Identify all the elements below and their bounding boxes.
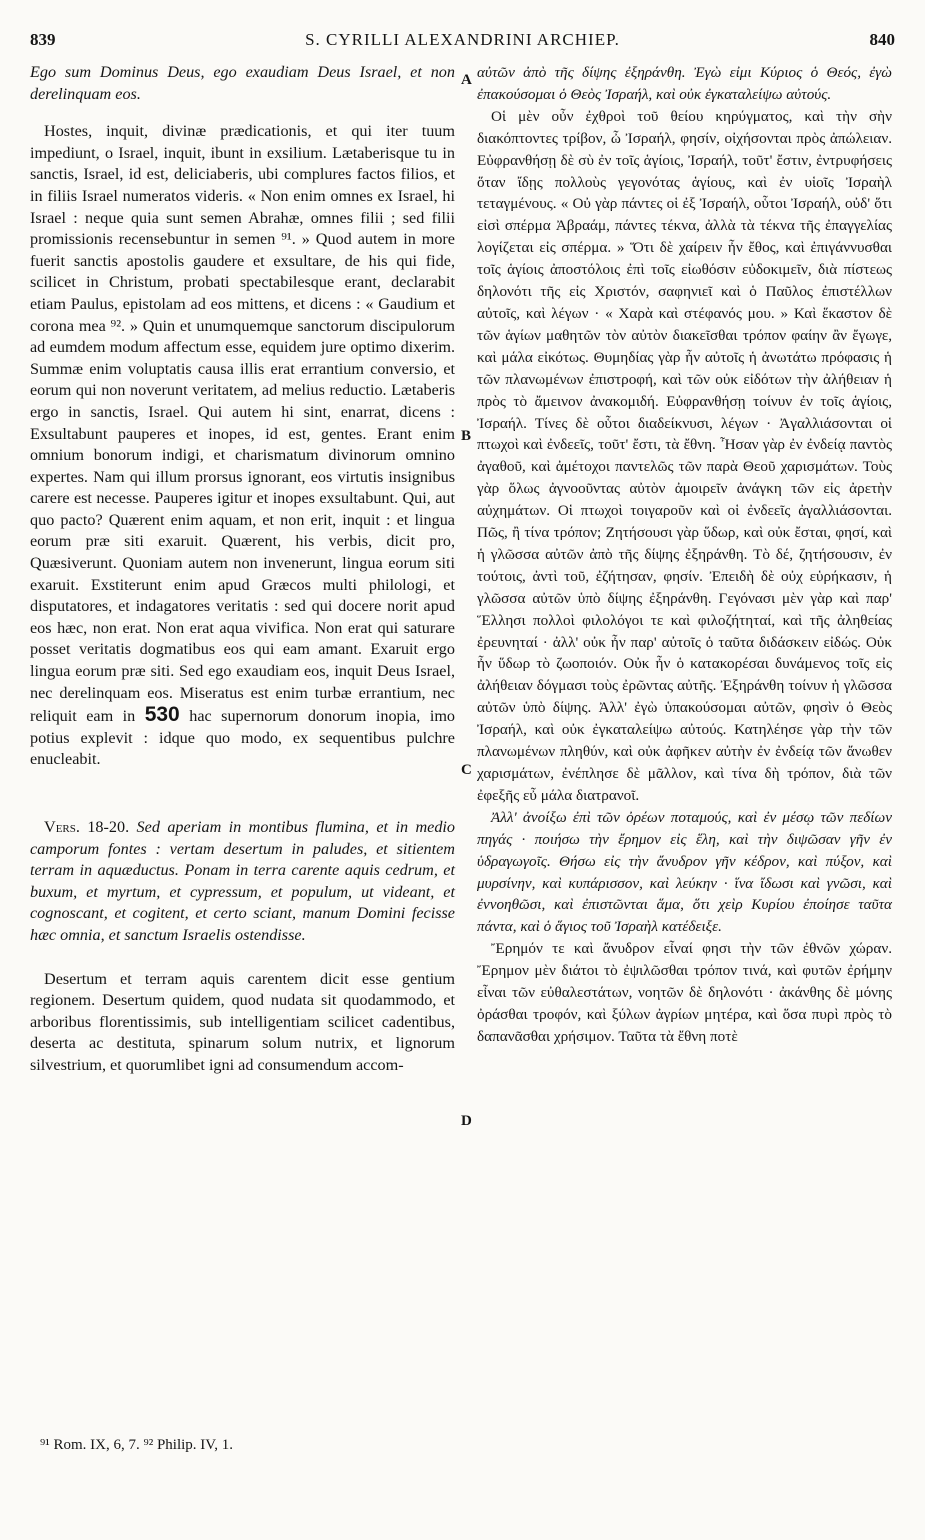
latin-verse-block	[30, 817, 455, 947]
page-number-right: 840	[869, 30, 895, 49]
page-number-left: 839	[30, 30, 56, 49]
margin-marker-c: C	[461, 762, 472, 778]
margin-marker-d: D	[461, 1113, 472, 1129]
greek-paragraph-1: Οἱ μὲν οὖν ἐχθροὶ τοῦ θείου κηρύγματος, καὶ τὴν σὴν διακόπτοντες τρίβον, ὦ Ἰσραήλ, φησίν, οἰχήσονται πρὸς ἀπώλειαν. Εὐφρανθήσῃ δὲ σὺ ἐν τοῖς ἁγίοις, Ἰσραήλ, τοῦτ' ἔστιν, ἐντρυφήσεις ὅταν ἴδῃς πολλοὺς γεγονότας ἁγίους, καὶ ἐν υἱοῖς Ἰσραὴλ τεταγμένους. « Οὐ γὰρ πάντες οἱ ἐξ Ἰσραήλ, οὗτοι Ἰσραήλ, οὐδ' ὅτι εἰσὶ σπέρμα Ἀβραάμ, πάντες τέκνα, ἀλλὰ τὰ τέκνα τῆς ἐπαγγελίας λογίζεται εἰς σπέρμα. » Ὅτι δὲ χαίρειν ἦν ἔθος, καὶ ἐπιγάννυσθαι τοῖς ἁγίοις ἀποστόλοις ἐπὶ τοῖς εἰωθόσιν εὐδοκιμεῖν, διὰ πίστεως δηλονότι τῆς εἰς Χριστόν, σαφηνιεῖ καὶ ὁ Παῦλος ἐπιστέλλων αὐτοῖς, καὶ λέγων · « Χαρὰ καὶ στέφανός μου. » Καὶ ἕκαστον δὲ τῶν ἁγίων μαθητῶν τὸν αὐτὸν διακεῖσθαι τρόπον φαίην ἂν ἔγωγε, καὶ μάλα εἰκότως. Θυμηδίας γὰρ ἦν αὐτοῖς ἡ ἀνωτάτω πρόφασις ἡ τῶν πλανωμένων ἐπιστροφή, καὶ τῶν οὐκ εἰδότων τὴν ἀλήθειαν ἡ πρὸς τὸ ἄμεινον ἀνακομιδή. Εὐφρανθήσῃ τοίνυν ἐν τοῖς ἁγίοις, Ἰσραήλ. Τίνες δὲ οὗτοι διαδείκνυσι, λέγων · Ἀγαλλιάσονται οἱ πτωχοὶ καὶ ἐνδεεῖς, τοῦτ' ἔστι, τὰ ἔθνη. Ἦσαν γὰρ ἐν ἐνδείᾳ παντὸς ἀγαθοῦ, καὶ ἀμέτοχοι παντελῶς τῶν παρὰ Θεοῦ χαρισμάτων. Τοὺς γὰρ ὅλως ἀγνοοῦντας αὐτὸν ἀμοιρεῖν ἀνάγκη τῶν εἰς ἀρετὴν αὐχημάτων. Οἱ πτωχοὶ τοιγαροῦν καὶ οἱ ἐνδεεῖς ἀγαλλιάσονται. Πῶς, ἢ τίνα τρόπον; Ζητήσουσι γὰρ ὕδωρ, καὶ οὐκ ἔσται, φησί, καὶ ἡ γλῶσσα αὐτῶν ἀπὸ τῆς δίψης ἐξηράνθη. Τὸ δέ, ζητήσουσιν, ἐν τούτοις, ἀντὶ τοῦ, ἐζήτησαν, φησίν. Ἐπειδὴ δὲ οὐχ εὑρήκασιν, ἡ γλῶσσα αὐτῶν ὑπὸ δίψης ἐξηράνθη. Γεγόνασι μὲν γὰρ καὶ παρ' Ἕλλησι πολλοὶ φιλολόγοι τε καὶ φιλοζήτηταί, καὶ τῆς ἀληθείας ἐρευνηταί · ἀλλ' οὐκ ἦν παρ' αὐτοῖς ὁ ταῦτα διδάσκειν εἰδώς. Οὐκ ἦν ὕδωρ τὸ ζωοποιόν. Οὐκ ἦν ὁ κατακορέσαι δυνάμενος τοῖς εἰς ἀλήθειαν δόγμασι τοὺς ἐρῶντας αὐτῆς. Ἐξηράνθη τοίνυν ἡ γλῶσσα αὐτῶν ὑπὸ δίψης. Ἀλλ' ἐγὼ ὑπακούσομαι αὐτῶν, φησὶν ὁ Θεὸς Ἰσραήλ, καὶ οὐκ ἐγκαταλείψω αὐτούς. Κατηλέησε γὰρ τὴν τῶν πλανωμένων πληθύν, καὶ οὐκ ἀφῆκεν αὐτὴν ἐν ἐνδείᾳ τῶν ἄνωθεν χαρισμάτων, ἐνέπλησε δὲ μᾶλλον, καὶ τίνα δὴ τρόπον, διὰ τῶν ἐφεξῆς εὖ μάλα διατρανοῖ.	[477, 107, 892, 804]
margin-marker-b: B	[461, 428, 472, 444]
greek-paragraph-2: Ἔρημόν τε καὶ ἄνυδρον εἶναί φησι τὴν τῶν ἐθνῶν χώραν. Ἔρημον μὲν διάτοι τὸ ἐψιλῶσθαι τρόπον τινά, καὶ φυτῶν ἐρήμην εἶναι τῶν εὐθαλεστάτων, νοητῶν δὲ δηλονότι · ἀκάνθης δὲ μόνης ὀράσθαι τροφόν, καὶ ξύλων ἀγρίων μητέρα, καὶ ὅσα πυρὶ πρὸς τὸ δαπανᾶσθαι χρήσιμον. Ταῦτα τὰ ἔθνη ποτὲ	[477, 940, 892, 1045]
greek-column	[477, 62, 892, 1048]
margin-page-number: 530	[144, 703, 180, 727]
latin-p1-text: Hostes, inquit, divinæ prædicationis, et qui iter tuum impediunt, o Israel, inquit, ibunt in exsilium. Lætaberisque tu in sanctis, Israel, id est, deliciaberis, ubi complures factos filios, et in filiis Israel numeratos videris. « Non enim omnes ex Israel, hi Israel : neque quia sunt semen Abrahæ, omnes filii ; sed filii promissionis recensebuntur in semen ⁹¹. » Quod autem in more fuerit sanctis apostolis gaudere et exsultare, de his qui fide, scilicet in Christum, probati spectabilesque erant, declarabit etiam Paulus, epistolam ad eos mittens, et dicens : « Gaudium et corona mea ⁹². » Quin et unumquemque sanctorum discipulorum ad eumdem modum affectum esse, equidem jure optimo dixerim. Summæ enim voluptatis causa illis erat errantium conversio, et eorum qui non noverunt veritatem, ad melius reductio. Lætaberis ergo in sanctis, Israel. Qui autem hi sint, enarrat, dicens : Exsultabunt pauperes et inopes, id est, gentes. Erant enim omnium bonorum indigi, et charismatum divinorum omnino expertes. Nam qui illum prorsus ignorant, eos virtutis insignibus carere est necesse. Pauperes igitur et inopes exsultabunt. Qui, aut quo pacto? Quærent enim aquam, et non erit, inquit : et lingua eorum præ siti exaruit. Quærent, his verbis, dicit pro, Quæsiverunt. Quoniam autem non invenerunt, lingua eorum siti exaruit. Exstiterunt enim apud Græcos multi philologi, et disputatores, et indagatores veritatis : sed qui docere norit apud eos hæc, non erat. Non erat aqua vivifica. Non erat qui saturare posset veritatis dogmatibus eos qui eam amant. Exaruit ergo lingua eorum præ siti. Sed ego exaudiam eos, inquit Deus Israel, nec derelinquam eos. Miseratus est enim turbæ errantium, nec reliquit eam in	[30, 122, 455, 726]
latin-column	[30, 62, 455, 1077]
latin-paragraph-2: Desertum et terram aquis carentem dicit esse gentium regionem. Desertum quidem, quod nudata sit quodammodo, et arboribus florentissimis, sub intelligentiam scilicet cadentibus, deserta ac destituta, spinarum solum nutrix, et lignorum silvestrium, et quorumlibet igni ad consumendum accom-	[30, 969, 455, 1074]
margin-marker-a: A	[461, 72, 472, 88]
greek-verse-intro: αὐτῶν ἀπὸ τῆς δίψης ἐξηράνθη. Ἐγὼ εἰμι Κύριος ὁ Θεός, ἐγὼ ἐπακούσομαι ὁ Θεὸς Ἰσραήλ, καὶ οὐκ ἐγκαταλείψω αὐτούς.	[477, 64, 892, 103]
greek-verse-text: Ἀλλ' ἀνοίξω ἐπὶ τῶν ὀρέων ποταμούς, καὶ ἐν μέσῳ τῶν πεδίων πηγάς · ποιήσω τὴν ἔρημον εἰς ἕλη, καὶ τὴν διψῶσαν γῆν ἐν ὑδραγωγοῖς. Θήσω εἰς τὴν ἄνυδρον γῆν κέδρον, καὶ πύξον, καὶ μυρσίνην, καὶ κυπάρισσον, καὶ λεύκην · ἵνα ἴδωσι καὶ γνῶσι, καὶ ἐννοηθῶσι, καὶ ἐπιστῶνται ἅμα, ὅτι χεὶρ Κυρίου ἐποίησε ταῦτα πάντα, καὶ ὁ ἅγιος τοῦ Ἰσραὴλ κατέδειξε.	[477, 808, 892, 936]
latin-p1-end: hac supernorum donorum inopia, imo potius explevit : idque quo modo, ex sequentibus pulchre enucleabit.	[30, 707, 455, 769]
latin-paragraph-1	[30, 121, 455, 771]
page-header	[30, 30, 895, 58]
latin-verse-intro: Ego sum Dominus Deus, ego exaudiam Deus Israel, et non derelinquam eos.	[30, 63, 455, 103]
running-title: S. CYRILLI ALEXANDRINI ARCHIEP.	[305, 30, 620, 49]
footnotes: ⁹¹ Rom. IX, 6, 7. ⁹² Philip. IV, 1.	[40, 1437, 233, 1453]
verse-label: Vers. 18-20.	[44, 818, 130, 836]
latin-verse-text: Sed aperiam in montibus flumina, et in medio camporum fontes : vertam desertum in paludes, et sitientem terram in aquæductus. Ponam in terra carente aquis cedrum, et buxum, et myrtum, et cypressum, et populum, ut videant, et cognoscant, et cogitent, et certo sciant, manum Domini fecisse hæc omnia, et sanctum Israelis ostendisse.	[30, 818, 455, 944]
